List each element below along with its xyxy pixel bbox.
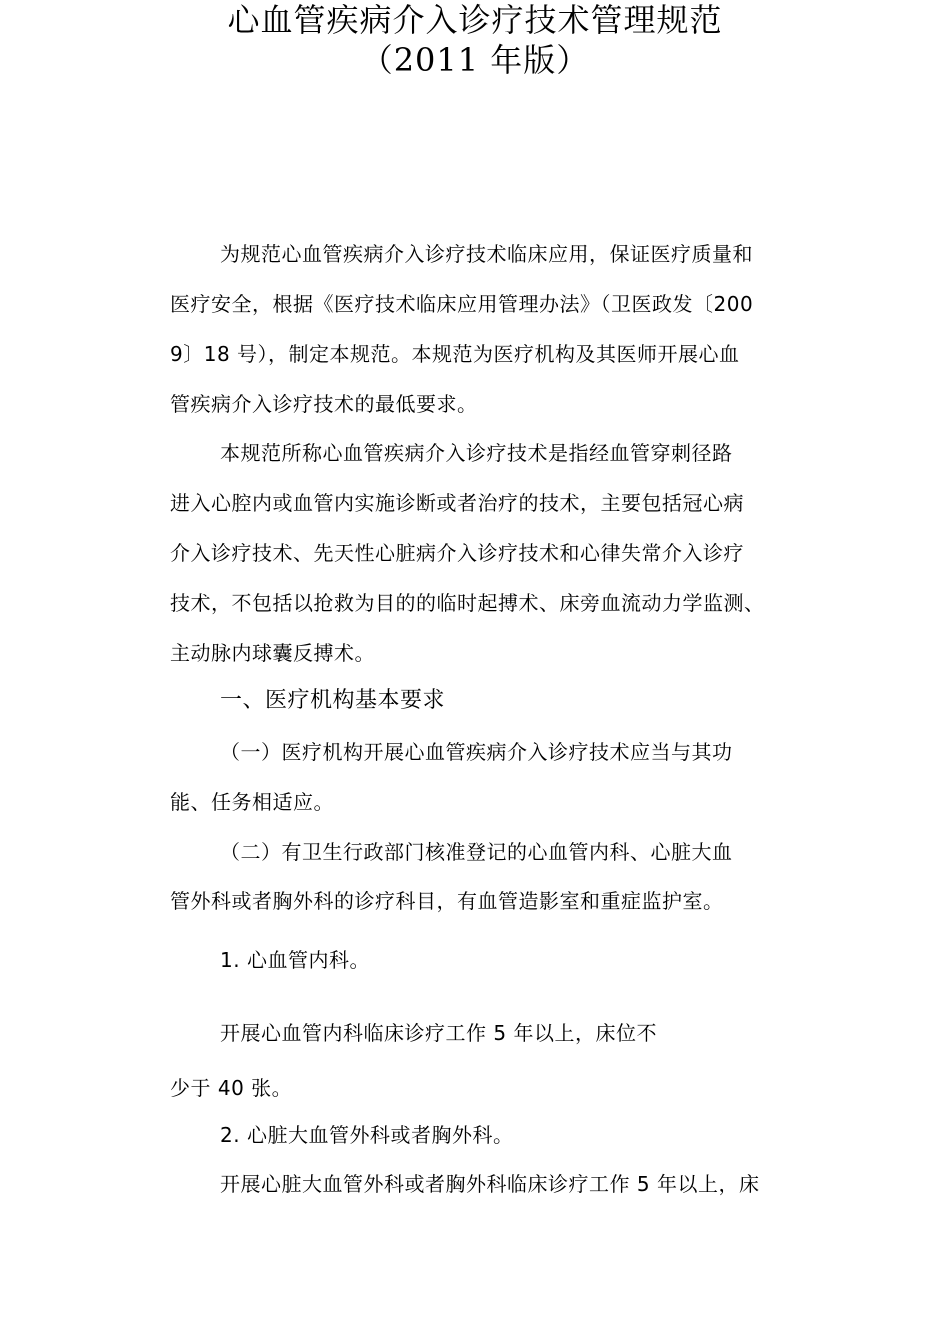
list-item-heading: 2. 心脏大血管外科或者胸外科。 xyxy=(220,1123,514,1147)
list-item-heading: 1. 心血管内科。 xyxy=(220,948,370,972)
body-line: 进入心腔内或血管内实施诊断或者治疗的技术，主要包括冠心病 xyxy=(170,491,744,515)
body-line: （一）医疗机构开展心血管疾病介入诊疗技术应当与其功 xyxy=(220,740,733,764)
body-line: 少于 40 张。 xyxy=(170,1076,293,1100)
body-line: 主动脉内球囊反搏术。 xyxy=(170,641,375,665)
body-line: 医疗安全，根据《医疗技术临床应用管理办法》（卫医政发〔200 xyxy=(170,292,754,316)
body-line: 介入诊疗技术、先天性心脏病介入诊疗技术和心律失常介入诊疗 xyxy=(170,541,744,565)
body-line: 技术，不包括以抢救为目的的临时起搏术、床旁血流动力学监测、 xyxy=(170,591,765,615)
body-line: 能、任务相适应。 xyxy=(170,790,334,814)
body-line: 开展心脏大血管外科或者胸外科临床诊疗工作 5 年以上，床 xyxy=(220,1172,760,1196)
body-line: 管疾病介入诊疗技术的最低要求。 xyxy=(170,392,478,416)
document-subtitle: （2011 年版） xyxy=(360,41,590,79)
document-title: 心血管疾病介入诊疗技术管理规范 xyxy=(227,1,723,39)
body-line: 管外科或者胸外科的诊疗科目，有血管造影室和重症监护室。 xyxy=(170,889,724,913)
body-line: （二）有卫生行政部门核准登记的心血管内科、心脏大血 xyxy=(220,840,733,864)
body-line: 为规范心血管疾病介入诊疗技术临床应用，保证医疗质量和 xyxy=(220,242,753,266)
body-line: 本规范所称心血管疾病介入诊疗技术是指经血管穿刺径路 xyxy=(220,441,733,465)
section-heading: 一、医疗机构基本要求 xyxy=(220,688,446,713)
body-line: 开展心血管内科临床诊疗工作 5 年以上，床位不 xyxy=(220,1021,657,1045)
body-line: 9〕18 号），制定本规范。本规范为医疗机构及其医师开展心血 xyxy=(170,342,740,366)
